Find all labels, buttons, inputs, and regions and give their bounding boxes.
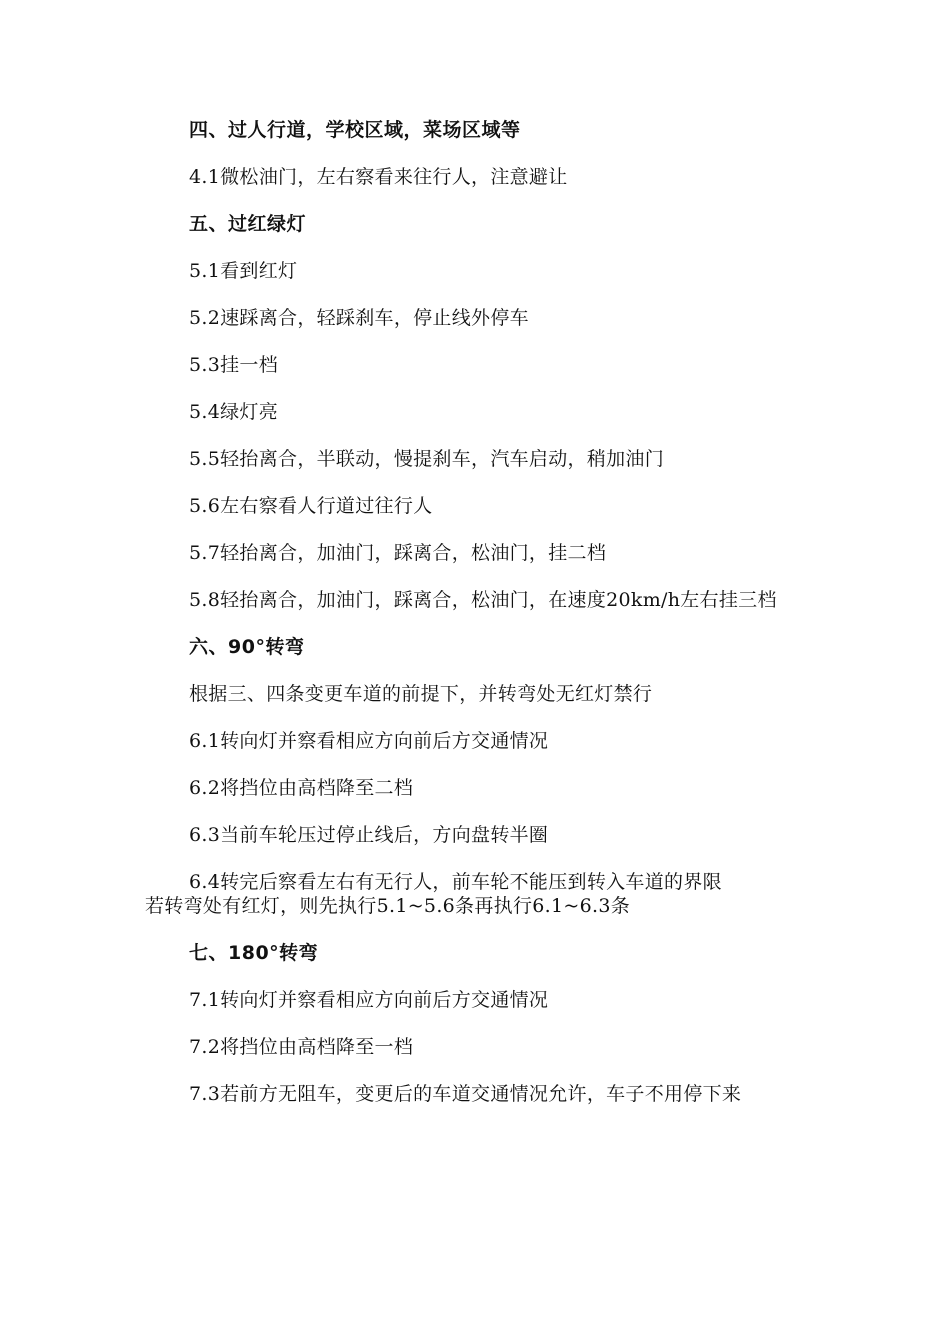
- paragraph-5-7: 5.7轻抬离合，加油门，踩离合，松油门，挂二档: [189, 542, 607, 564]
- section-heading-4: 四、过人行道，学校区域，菜场区域等: [189, 119, 521, 141]
- paragraph-6-1: 6.1转向灯并察看相应方向前后方交通情况: [189, 730, 549, 752]
- paragraph-5-4: 5.4绿灯亮: [189, 401, 279, 423]
- paragraph-6-3: 6.3当前车轮压过停止线后，方向盘转半圈: [189, 824, 549, 846]
- paragraph-7-3: 7.3若前方无阻车，变更后的车道交通情况允许，车子不用停下来: [189, 1083, 742, 1105]
- section-heading-7: 七、180°转弯: [189, 942, 319, 964]
- paragraph-6-note: 若转弯处有红灯，则先执行5.1~5.6条再执行6.1~6.3条: [145, 895, 631, 917]
- paragraph-4-1: 4.1微松油门，左右察看来往行人，注意避让: [189, 166, 568, 188]
- paragraph-7-1: 7.1转向灯并察看相应方向前后方交通情况: [189, 989, 549, 1011]
- paragraph-7-2: 7.2将挡位由高档降至一档: [189, 1036, 414, 1058]
- paragraph-5-1: 5.1看到红灯: [189, 260, 298, 282]
- paragraph-5-8: 5.8轻抬离合，加油门，踩离合，松油门，在速度20km/h左右挂三档: [189, 589, 777, 611]
- paragraph-6-2: 6.2将挡位由高档降至二档: [189, 777, 414, 799]
- section-heading-6: 六、90°转弯: [189, 636, 305, 658]
- paragraph-6-intro: 根据三、四条变更车道的前提下，并转弯处无红灯禁行: [189, 683, 653, 705]
- paragraph-5-6: 5.6左右察看人行道过往行人: [189, 495, 433, 517]
- paragraph-5-3: 5.3挂一档: [189, 354, 279, 376]
- document-body: [145, 118, 810, 1129]
- paragraph-5-5: 5.5轻抬离合，半联动，慢提刹车，汽车启动，稍加油门: [189, 448, 665, 470]
- section-heading-5: 五、过红绿灯: [189, 213, 307, 235]
- paragraph-6-4: 6.4转完后察看左右有无行人，前车轮不能压到转入车道的界限: [189, 871, 722, 893]
- paragraph-5-2: 5.2速踩离合，轻踩刹车，停止线外停车: [189, 307, 529, 329]
